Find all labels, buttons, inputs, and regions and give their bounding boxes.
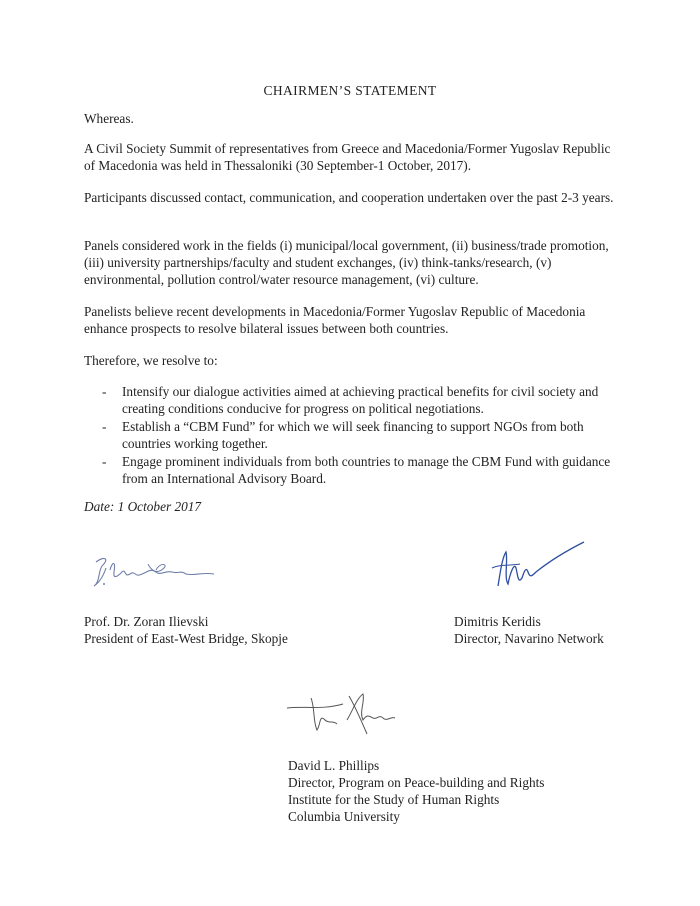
resolution-item xyxy=(84,453,624,487)
resolutions-list xyxy=(84,383,624,488)
signatory-phillips xyxy=(288,757,544,825)
signatory-name: Prof. Dr. Zoran Ilievski xyxy=(84,614,209,629)
resolution-item xyxy=(84,383,624,417)
signatory-name: Dimitris Keridis xyxy=(454,614,541,629)
statement-date: Date: 1 October 2017 xyxy=(84,499,202,514)
signature-ilievski xyxy=(90,552,220,592)
signatory-university: Columbia University xyxy=(288,809,400,824)
resolution-text: Intensify our dialogue activities aimed at achieving practical benefits for civil society and creating conditions conducive for progress on political negotiations. xyxy=(122,384,599,416)
signatory-ilievski xyxy=(84,613,288,647)
signature-phillips xyxy=(283,690,413,740)
document-title: CHAIRMEN’S STATEMENT xyxy=(263,83,437,98)
resolution-text: Engage prominent individuals from both countries to manage the CBM Fund with guidance from an International Advisory Board. xyxy=(122,454,611,486)
signatory-role: Director, Program on Peace-building and Rights xyxy=(288,775,545,790)
signatory-role: President of East-West Bridge, Skopje xyxy=(84,631,288,646)
bullet-dash: - xyxy=(102,419,107,434)
signatory-keridis xyxy=(454,613,604,647)
resolution-text: Establish a “CBM Fund” for which we will seek financing to support NGOs from both countries working together. xyxy=(122,419,584,451)
bullet-dash: - xyxy=(102,454,107,469)
paragraph-summit: A Civil Society Summit of representatives from Greece and Macedonia/Former Yugoslav Republic of Macedonia was held in Thessaloniki (30 September-1 October, 2017). xyxy=(84,141,611,173)
signatory-institute: Institute for the Study of Human Rights xyxy=(288,792,500,807)
paragraph-participants: Participants discussed contact, communication, and cooperation undertaken over the past 2-3 years. xyxy=(84,190,614,205)
bullet-dash: - xyxy=(102,384,107,399)
signatory-name: David L. Phillips xyxy=(288,758,380,773)
paragraph-therefore: Therefore, we resolve to: xyxy=(84,353,218,368)
whereas-line: Whereas. xyxy=(84,111,134,126)
paragraph-panels: Panels considered work in the fields (i) municipal/local government, (ii) business/trade promotion, (iii) university partnerships/faculty and student exchanges, (iv) think-tanks/research, (v) environmental, pollution control/water resource management, (vi) culture. xyxy=(84,238,609,287)
resolution-item xyxy=(84,418,624,452)
signatory-role: Director, Navarino Network xyxy=(454,631,604,646)
signature-keridis xyxy=(480,538,590,598)
paragraph-panelists: Panelists believe recent developments in Macedonia/Former Yugoslav Republic of Macedonia enhance prospects to resolve bilateral issues between both countries. xyxy=(84,304,586,336)
